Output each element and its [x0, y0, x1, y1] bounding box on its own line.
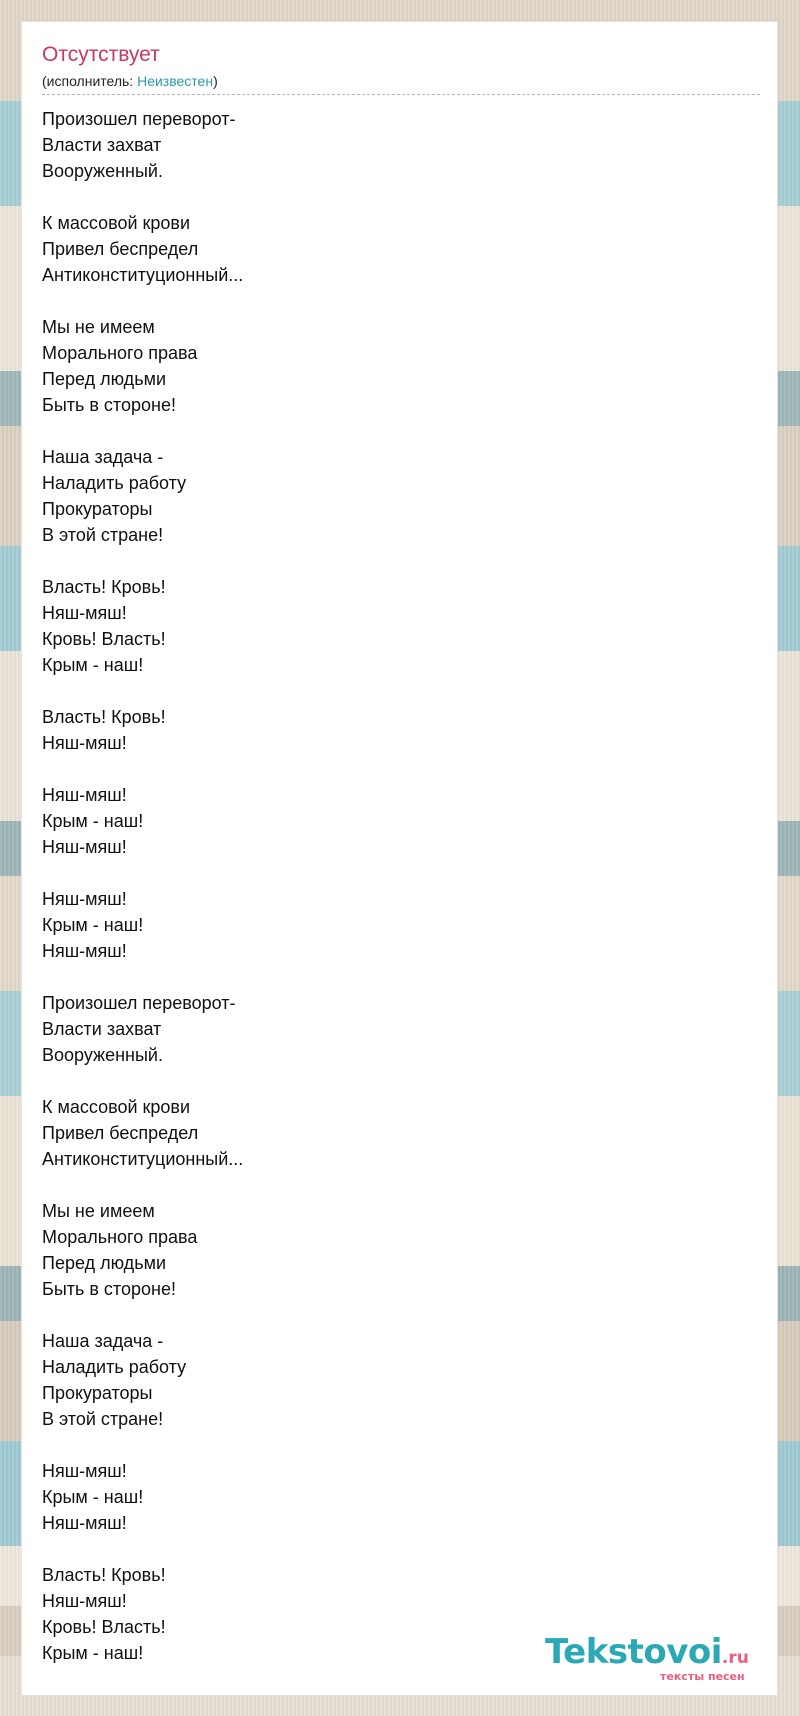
lyrics-line: Крым - наш!	[42, 1643, 144, 1663]
lyrics-line: Вооруженный.	[42, 1045, 163, 1065]
logo-tld: .ru	[721, 1648, 749, 1668]
lyrics-line: Морального права	[42, 343, 198, 363]
lyrics-line: В этой стране!	[42, 525, 164, 545]
lyrics-line: Наша задача -	[42, 447, 164, 467]
lyrics-line: Няш-мяш!	[42, 603, 127, 623]
lyrics-line: Мы не имеем	[42, 1201, 155, 1221]
lyrics-line: Антиконституционный...	[42, 1149, 244, 1169]
lyrics-line: Прокураторы	[42, 1383, 153, 1403]
lyrics-line: Няш-мяш!	[42, 889, 127, 909]
lyrics-line: Перед людьми	[42, 1253, 166, 1273]
lyrics-line: Власть! Кровь!	[42, 1565, 166, 1585]
lyrics-stanza	[42, 444, 742, 548]
lyrics-line: Кровь! Власть!	[42, 1617, 166, 1637]
lyrics-stanza	[42, 704, 742, 756]
lyrics-line: Власть! Кровь!	[42, 577, 166, 597]
lyrics-line: Быть в стороне!	[42, 395, 176, 415]
lyrics-line: Наладить работу	[42, 473, 187, 493]
lyrics-line: Морального права	[42, 1227, 198, 1247]
lyrics-line: Привел беспредел	[42, 239, 199, 259]
lyrics-stanza	[42, 1458, 742, 1536]
lyrics-line: Няш-мяш!	[42, 837, 127, 857]
lyrics-line: Крым - наш!	[42, 1487, 144, 1507]
lyrics-line: Няш-мяш!	[42, 785, 127, 805]
lyrics-line: К массовой крови	[42, 213, 191, 233]
lyrics-line: Няш-мяш!	[42, 1591, 127, 1611]
lyrics-stanza	[42, 1328, 742, 1432]
song-title: Отсутствует	[42, 43, 160, 66]
lyrics-line: Быть в стороне!	[42, 1279, 176, 1299]
artist-line	[42, 72, 218, 90]
lyrics-line: К массовой крови	[42, 1097, 191, 1117]
lyrics-line: Крым - наш!	[42, 655, 144, 675]
lyrics-line: Произошел переворот-	[42, 993, 236, 1013]
lyrics-line: Антиконституционный...	[42, 265, 244, 285]
logo-word: Tekstovoi	[545, 1632, 722, 1672]
lyrics-line: Няш-мяш!	[42, 1513, 127, 1533]
lyrics-line: В этой стране!	[42, 1409, 164, 1429]
lyrics-line: Крым - наш!	[42, 811, 144, 831]
lyrics-line: Власти захват	[42, 1019, 162, 1039]
lyrics-line: Кровь! Власть!	[42, 629, 166, 649]
lyrics-stanza	[42, 1198, 742, 1302]
lyrics-stanza	[42, 210, 742, 288]
logo-tagline: тексты песен	[660, 1670, 745, 1683]
artist-suffix: )	[213, 73, 218, 89]
lyrics-stanza	[42, 990, 742, 1068]
header-divider	[42, 94, 760, 95]
artist-link[interactable]: Неизвестен	[137, 73, 214, 89]
lyrics-stanza	[42, 1094, 742, 1172]
lyrics-line: Произошел переворот-	[42, 109, 236, 129]
lyrics-line: Няш-мяш!	[42, 941, 127, 961]
lyrics-line: Прокураторы	[42, 499, 153, 519]
artist-prefix: (исполнитель:	[42, 73, 138, 89]
lyrics-line: Власти захват	[42, 135, 162, 155]
lyrics-stanza	[42, 574, 742, 678]
site-logo[interactable]	[545, 1632, 775, 1690]
lyrics-line: Мы не имеем	[42, 317, 155, 337]
lyrics-stanza	[42, 106, 742, 184]
lyrics-body	[42, 106, 742, 1692]
lyrics-panel	[21, 21, 778, 1696]
lyrics-line: Крым - наш!	[42, 915, 144, 935]
lyrics-line: Вооруженный.	[42, 161, 163, 181]
lyrics-line: Няш-мяш!	[42, 1461, 127, 1481]
lyrics-stanza	[42, 782, 742, 860]
lyrics-stanza	[42, 886, 742, 964]
lyrics-line: Перед людьми	[42, 369, 166, 389]
lyrics-line: Привел беспредел	[42, 1123, 199, 1143]
lyrics-line: Наша задача -	[42, 1331, 164, 1351]
lyrics-line: Власть! Кровь!	[42, 707, 166, 727]
lyrics-line: Няш-мяш!	[42, 733, 127, 753]
lyrics-stanza	[42, 314, 742, 418]
lyrics-line: Наладить работу	[42, 1357, 187, 1377]
